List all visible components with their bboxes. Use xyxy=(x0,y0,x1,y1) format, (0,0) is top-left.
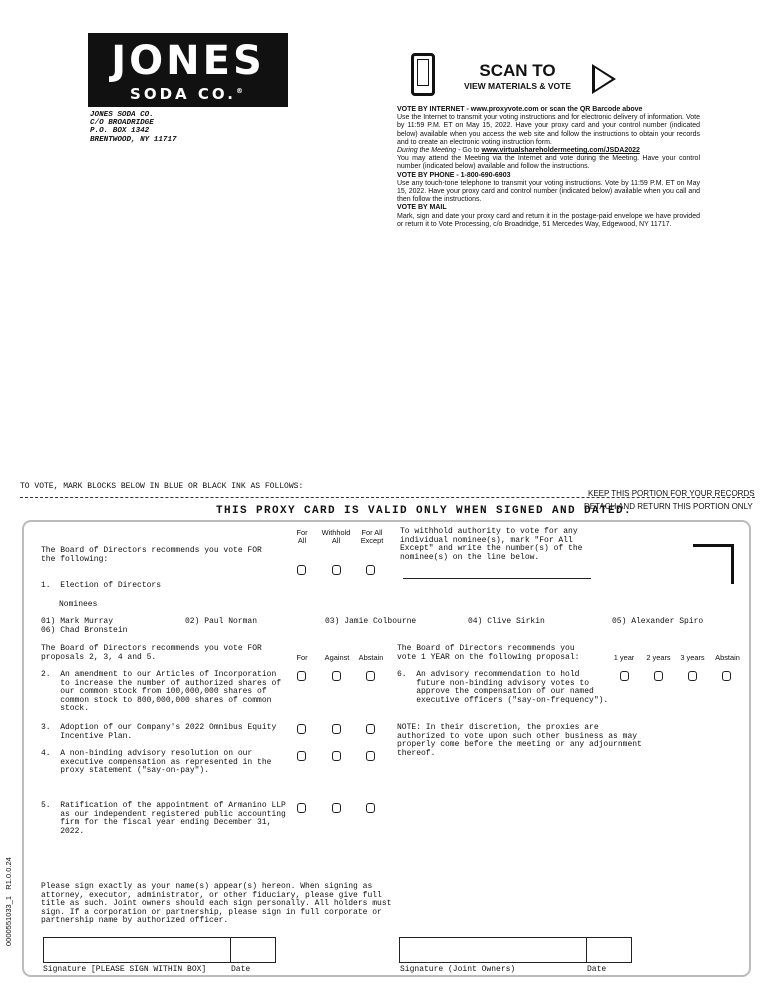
header-for: For xyxy=(296,653,308,662)
nominee-exception-line[interactable] xyxy=(403,578,591,579)
proposal-3: 3. Adoption of our Company's 2022 Omnibus Equity Incentive Plan. xyxy=(41,723,277,741)
nominees-label: Nominees xyxy=(59,600,98,609)
header-2-years: 2 years xyxy=(646,653,671,662)
joint-signature-label: Signature (Joint Owners) xyxy=(400,965,516,974)
meeting-link[interactable]: www.virtualshareholdermeeting.com/JSDA2022 xyxy=(481,147,640,155)
proposal-2: 2. An amendment to our Articles of Incorporation to increase the number of authorized shares of our common stock from 100,000,000 shares of common stock to 800,000,000 shares of common stock. xyxy=(41,670,282,714)
date-label: Date xyxy=(231,965,251,974)
discretion-note: NOTE: In their discretion, the proxies are authorized to vote upon such other business as may properly come before the meeting or any adjournment thereof. xyxy=(397,723,642,758)
header-withhold-all: Withhold All xyxy=(321,528,351,545)
proposal-6: 6. An advisory recommendation to hold future non-binding advisory votes to approve the compensation of our named executive officers ("say-on-frequency"). xyxy=(397,670,609,705)
checkbox-p4-abstain[interactable] xyxy=(366,751,375,761)
phone-icon xyxy=(411,53,435,96)
checkbox-p6-1-year[interactable] xyxy=(620,671,629,681)
checkbox-p6-abstain[interactable] xyxy=(722,671,731,681)
mark-instructions: TO VOTE, MARK BLOCKS BELOW IN BLUE OR BLACK INK AS FOLLOWS: xyxy=(20,482,304,491)
checkbox-p5-for[interactable] xyxy=(297,803,306,813)
item-1-election: 1. Election of Directors xyxy=(41,581,162,590)
checkbox-p5-against[interactable] xyxy=(332,803,341,813)
checkbox-p3-against[interactable] xyxy=(332,724,341,734)
nominee-02: 02) Paul Norman xyxy=(185,617,258,626)
header-3-years: 3 years xyxy=(680,653,705,662)
logo-subtitle: SODA CO.® xyxy=(130,85,246,103)
checkbox-p3-for[interactable] xyxy=(297,724,306,734)
checkbox-p3-abstain[interactable] xyxy=(366,724,375,734)
nominee-03: 03) Jamie Colbourne xyxy=(325,617,417,626)
nominee-01: 01) Mark Murray xyxy=(41,617,114,626)
detach-portion-label: DETACH AND RETURN THIS PORTION ONLY xyxy=(584,502,753,511)
header-abstain-freq: Abstain xyxy=(715,653,740,662)
header-for-all: For All xyxy=(296,528,308,545)
header-1-year: 1 year xyxy=(613,653,635,662)
corner-mark xyxy=(693,544,734,584)
checkbox-withhold-all[interactable] xyxy=(332,565,341,575)
form-code: 0000551033_1 R1.0.0.24 xyxy=(4,857,13,946)
board-recommendation-2: The Board of Directors recommends you vote FOR proposals 2, 3, 4 and 5. xyxy=(41,644,262,662)
checkbox-p6-3-years[interactable] xyxy=(688,671,697,681)
joint-date-label: Date xyxy=(587,965,607,974)
jones-soda-logo xyxy=(88,33,288,107)
date-box[interactable] xyxy=(230,937,276,963)
nominee-06: 06) Chad Bronstein xyxy=(41,626,128,635)
checkbox-p5-abstain[interactable] xyxy=(366,803,375,813)
header-abstain: Abstain xyxy=(358,653,384,662)
scan-to-vote-banner: SCAN TO VIEW MATERIALS & VOTE xyxy=(463,61,572,91)
valid-notice: THIS PROXY CARD IS VALID ONLY WHEN SIGNED AND DATED. xyxy=(216,505,633,517)
header-for-all-except: For All Except xyxy=(360,528,384,545)
checkbox-p2-for[interactable] xyxy=(297,671,306,681)
checkbox-p2-against[interactable] xyxy=(332,671,341,681)
nominee-05: 05) Alexander Spiro xyxy=(612,617,704,626)
keep-portion-label: KEEP THIS PORTION FOR YOUR RECORDS xyxy=(588,489,755,498)
proposal-5: 5. Ratification of the appointment of Armanino LLP as our independent registered public accounting firm for the fiscal year ending December 31, 2022. xyxy=(41,801,286,836)
play-arrow-icon xyxy=(592,64,616,94)
signing-instructions: Please sign exactly as your name(s) appear(s) hereon. When signing as attorney, executor, administrator, or other fiduciary, please give full title as such. Joint owners should each sign personally. All holders must sign. If a corporation or partnership, please sign in full corporate or partnership name by authorized officer. xyxy=(41,882,392,926)
checkbox-for-all[interactable] xyxy=(297,565,306,575)
joint-date-box[interactable] xyxy=(586,937,632,963)
logo-wordmark: JONES xyxy=(111,38,265,84)
header-against: Against xyxy=(324,653,350,662)
signature-box[interactable] xyxy=(43,937,231,963)
checkbox-for-all-except[interactable] xyxy=(366,565,375,575)
withhold-note: To withhold authority to vote for any individual nominee(s), mark "For All Except" and write the number(s) of the nominee(s) on the line below. xyxy=(400,527,583,562)
proposal-4: 4. A non-binding advisory resolution on our executive compensation as represented in the proxy statement ("say-on-pay"). xyxy=(41,749,272,776)
checkbox-p4-against[interactable] xyxy=(332,751,341,761)
checkbox-p6-2-years[interactable] xyxy=(654,671,663,681)
checkbox-p4-for[interactable] xyxy=(297,751,306,761)
checkbox-p2-abstain[interactable] xyxy=(366,671,375,681)
joint-signature-box[interactable] xyxy=(399,937,587,963)
board-recommendation-3: The Board of Directors recommends you vote 1 YEAR on the following proposal: xyxy=(397,644,580,662)
mailing-address: JONES SODA CO. C/O BROADRIDGE P.O. BOX 1342 BRENTWOOD, NY 11717 xyxy=(90,111,177,144)
board-recommendation-1: The Board of Directors recommends you vote FOR the following: xyxy=(41,546,262,564)
nominee-04: 04) Clive Sirkin xyxy=(468,617,545,626)
voting-instructions: VOTE BY INTERNET - www.proxyvote.com or scan the QR Barcode above Use the Internet to transmit your voting instructions and for electronic delivery of information. Vote by 11:59 P.M. ET on May 15, 2022. Have your proxy card and your control number (indicated below) available when you access the web site and follow the instructions to obtain your records and to create an electronic voting instruction form. During the Meeting - Go to www.virtualshareholdermeeting.com/JSDA2022 You may attend the Meeting via the Internet and vote during the Meeting. Have your control number (indicated below) available and follow the instructions. VOTE BY PHONE - 1-800-690-6903 Use any touch-tone telephone to transmit your voting instructions. Vote by 11:59 P.M. ET on May 15, 2022. Have your proxy card and control number (indicated below) available when you call and then follow the instructions. VOTE BY MAIL Mark, sign and date your proxy card and return it in the postage-paid envelope we have provided or return it to Vote Processing, c/o Broadridge, 51 Mercedes Way, Edgewood, NY 11717. xyxy=(397,106,700,228)
signature-label: Signature [PLEASE SIGN WITHIN BOX] xyxy=(43,965,207,974)
